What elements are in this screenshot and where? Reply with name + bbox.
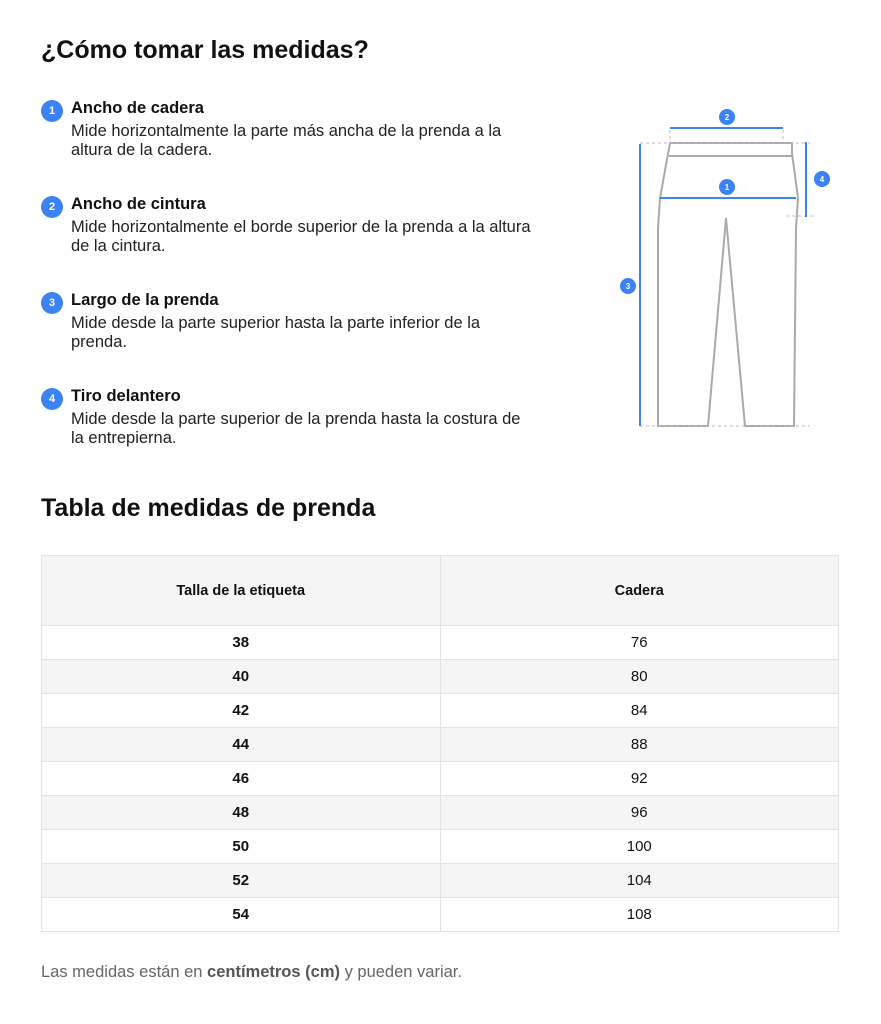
svg-text:2: 2 xyxy=(724,113,730,122)
hip-cell: 80 xyxy=(440,660,839,694)
hip-cell: 76 xyxy=(440,626,839,660)
step-title: Ancho de cadera xyxy=(71,99,204,117)
marker-1-icon xyxy=(719,179,735,195)
size-table xyxy=(41,555,839,932)
note-units: centímetros (cm) xyxy=(207,963,340,981)
size-cell: 46 xyxy=(42,762,441,796)
hip-cell: 84 xyxy=(440,694,839,728)
step-description: Mide horizontalmente la parte más ancha de la prenda a la altura de la cadera. xyxy=(71,122,502,159)
hip-cell: 96 xyxy=(440,796,839,830)
step-number-badge: 1 xyxy=(41,100,63,122)
table-row xyxy=(42,898,839,932)
note-suffix: y pueden variar. xyxy=(339,963,462,981)
svg-text:1: 1 xyxy=(724,183,730,192)
step-front-rise xyxy=(41,386,541,482)
hip-cell: 88 xyxy=(440,728,839,762)
step-description: Mide horizontalmente el borde superior de la prenda a la altura de la cintura. xyxy=(71,218,531,255)
hip-cell: 92 xyxy=(440,762,839,796)
measure-steps xyxy=(41,98,541,482)
table-header-row xyxy=(42,556,839,626)
table-row xyxy=(42,728,839,762)
table-row xyxy=(42,762,839,796)
size-cell: 38 xyxy=(42,626,441,660)
size-cell: 42 xyxy=(42,694,441,728)
hip-cell: 100 xyxy=(440,830,839,864)
step-number-badge: 2 xyxy=(41,196,63,218)
step-title: Ancho de cintura xyxy=(71,195,206,213)
table-row xyxy=(42,864,839,898)
size-cell: 54 xyxy=(42,898,441,932)
table-row xyxy=(42,626,839,660)
size-cell: 40 xyxy=(42,660,441,694)
note-prefix: Las medidas están en xyxy=(41,963,208,981)
hip-cell: 108 xyxy=(440,898,839,932)
table-row xyxy=(42,830,839,864)
svg-text:3: 3 xyxy=(625,282,631,291)
step-title: Tiro delantero xyxy=(71,387,181,405)
size-table-title: Tabla de medidas de prenda xyxy=(41,494,376,522)
size-cell: 44 xyxy=(42,728,441,762)
svg-text:4: 4 xyxy=(819,175,825,184)
step-garment-length xyxy=(41,290,541,386)
pants-measurement-diagram xyxy=(610,100,840,440)
step-hip-width xyxy=(41,98,541,194)
how-to-measure-title: ¿Cómo tomar las medidas? xyxy=(41,36,369,64)
size-cell: 48 xyxy=(42,796,441,830)
marker-3-icon xyxy=(620,278,636,294)
step-number-badge: 3 xyxy=(41,292,63,314)
marker-2-icon xyxy=(719,109,735,125)
table-row xyxy=(42,796,839,830)
size-cell: 50 xyxy=(42,830,441,864)
table-row xyxy=(42,694,839,728)
size-cell: 52 xyxy=(42,864,441,898)
marker-4-icon xyxy=(814,171,830,187)
column-header-size: Talla de la etiqueta xyxy=(42,556,441,626)
step-number-badge: 4 xyxy=(41,388,63,410)
step-title: Largo de la prenda xyxy=(71,291,219,309)
step-description: Mide desde la parte superior hasta la parte inferior de la prenda. xyxy=(71,314,481,351)
step-waist-width xyxy=(41,194,541,290)
hip-cell: 104 xyxy=(440,864,839,898)
units-note xyxy=(41,963,462,982)
step-description: Mide desde la parte superior de la prenda hasta la costura de la entrepierna. xyxy=(71,410,521,447)
column-header-hip: Cadera xyxy=(440,556,839,626)
table-row xyxy=(42,660,839,694)
